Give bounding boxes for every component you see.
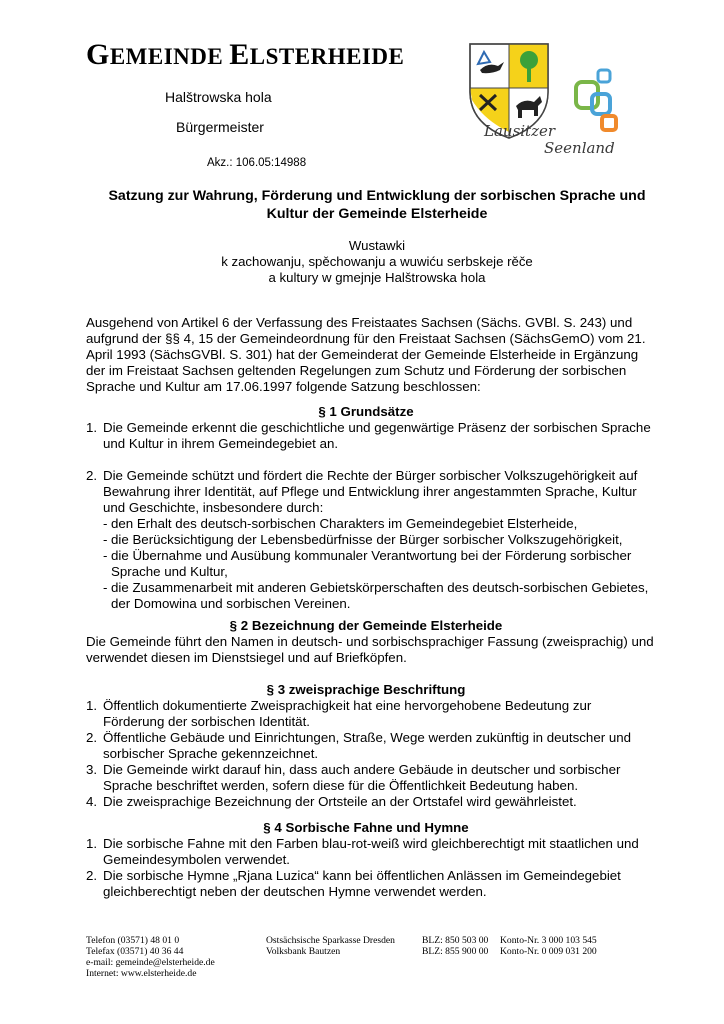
item-number: 4. [86, 794, 98, 809]
list-item [86, 868, 656, 900]
item-number: 1. [86, 420, 98, 435]
item-number: 1. [86, 698, 98, 713]
bullet-item: - den Erhalt des deutsch-sorbischen Charakters im Gemeindegebiet Elsterheide, [103, 516, 578, 531]
logo-wordmark-line2: Seenland [544, 139, 615, 157]
item-text: Die Gemeinde erkennt die geschichtliche und gegenwärtige Präsenz der sorbischen Sprache und Kultur in ihrem Gemeindegebiet an. [103, 420, 651, 451]
subtitle-role: Bürgermeister [176, 119, 264, 135]
footer-bank: Ostsächsische Sparkasse Dresden [266, 935, 395, 946]
footer-web: Internet: www.elsterheide.de [86, 968, 197, 979]
item-number: 2. [86, 730, 98, 745]
sorbian-title-line: Wustawki [348, 238, 406, 253]
item-text: Die Gemeinde wirkt darauf hin, dass auch andere Gebäude in deutscher und sorbischer Sprache beschriftet werden, sofern diese für die Öffentlichkeit Bedeutung haben. [103, 762, 621, 793]
section-text: Die Gemeinde führt den Namen in deutsch- und sorbischsprachiger Fassung (zweisprachig) und verwendet diesen im Dienstsiegel und auf Briefköpfen. [86, 634, 654, 665]
section-title: § 2 Bezeichnung der Gemeinde Elsterheide [229, 618, 503, 633]
item-number: 1. [86, 836, 98, 851]
item-number: 2. [86, 868, 98, 883]
item-text: Die Gemeinde schützt und fördert die Rechte der Bürger sorbischer Volkszugehörigkeit auf Bewahrung ihrer Identität, auf Pflege und Entwicklung ihrer angestammten Sprache, Kultur und Geschichte, insbesondere durch: [103, 468, 638, 515]
list-item [86, 698, 656, 730]
section-1 [86, 404, 656, 612]
item-text: Die zweisprachige Bezeichnung der Ortsteile an der Ortstafel wird gewährleistet. [103, 794, 577, 809]
reference-number: Akz.: 106.05:14988 [207, 157, 307, 169]
section-title: § 4 Sorbische Fahne und Hymne [263, 820, 469, 835]
item-text: Öffentliche Gebäude und Einrichtungen, Straße, Wege werden zukünftig in deutscher und sorbischer Sprache gekennzeichnet. [103, 730, 632, 761]
section-title: § 3 zweisprachige Beschriftung [266, 682, 466, 697]
footer-blz-value: BLZ: 855 900 00 [422, 946, 489, 957]
list-item [86, 762, 656, 794]
footer-bank: Volksbank Bautzen [266, 946, 341, 957]
bullet-text: die Zusammenarbeit mit anderen Gebietskörperschaften des deutsch-sorbischen Gebietes, der Domowina und sorbischen Vereinen. [111, 580, 649, 611]
footer-account: Konto-Nr. 0 009 031 200 [500, 946, 597, 957]
sorbian-title-line: a kultury w gmejnje Halštrowska hola [268, 270, 486, 285]
item-text: Die sorbische Fahne mit den Farben blau-rot-weiß wird gleichberechtigt mit staatlichen und Gemeindesymbolen verwendet. [103, 836, 639, 867]
footer-account: Konto-Nr. 3 000 103 545 [500, 935, 597, 946]
bullet-text: die Berücksichtigung der Lebensbedürfnisse der Bürger sorbischer Volkszugehörigkeit, [111, 532, 623, 547]
list-item [86, 730, 656, 762]
footer-fax: Telefax (03571) 40 36 44 [86, 946, 184, 957]
document-title: GEMEINDE ELSTERHEIDE [86, 38, 405, 71]
footer-email: e-mail: gemeinde@elsterheide.de [86, 957, 215, 968]
bullet-item: - die Berücksichtigung der Lebensbedürfnisse der Bürger sorbischer Volkszugehörigkeit, [103, 532, 623, 547]
item-text: Öffentlich dokumentierte Zweisprachigkeit hat eine hervorgehobene Bedeutung zur Förderung der sorbischen Identität. [103, 698, 592, 729]
list-item [86, 468, 656, 516]
list-item [86, 794, 656, 810]
item-number: 3. [86, 762, 98, 777]
statute-heading: Satzung zur Wahrung, Förderung und Entwicklung der sorbischen Sprache und Kultur der Gemeinde Elsterheide [108, 188, 646, 222]
subtitle-sorbian-name: Halštrowska hola [165, 89, 272, 105]
bullet-text: den Erhalt des deutsch-sorbischen Charakters im Gemeindegebiet Elsterheide, [111, 516, 578, 531]
coat-of-arms-icon [464, 40, 634, 158]
list-item [86, 836, 656, 868]
footer-contact [86, 935, 266, 979]
municipal-logo [464, 40, 634, 158]
bullet-text: die Übernahme und Ausübung kommunaler Verantwortung bei der Förderung sorbischer Sprache und Kultur, [111, 548, 632, 579]
item-number: 2. [86, 468, 98, 483]
footer-accounts [500, 935, 640, 957]
item-text: Die sorbische Hymne „Rjana Luzica“ kann bei öffentlichen Anlässen im Gemeindegebiet gleichberechtigt neben der deutschen Hymne verwendet werden. [103, 868, 621, 899]
section-2 [86, 618, 656, 666]
logo-wordmark-line1: Lausitzer [484, 122, 556, 140]
footer-phone: Telefon (03571) 48 01 0 [86, 935, 180, 946]
section-4 [86, 820, 656, 900]
sorbian-title [90, 238, 664, 286]
sorbian-title-line: k zachowanju, spěchowanju a wuwiću serbskeje rěče [221, 254, 533, 269]
footer-blz-value: BLZ: 850 503 00 [422, 935, 489, 946]
list-item [86, 420, 656, 452]
footer-banks [266, 935, 426, 957]
preamble-paragraph: Ausgehend von Artikel 6 der Verfassung des Freistaates Sachsen (Sächs. GVBl. S. 243) und aufgrund der §§ 4, 15 der Gemeindeordnung für den Freistaat Sachsen (SächsGemO) vom 21. April 1993 (SächsGVBl. S. 301) hat der Gemeinderat der Gemeinde Elsterheide in Ergänzung der im Freistaat Sachsen geltenden Regelungen zum Schutz und Förderung der sorbischen Sprache und Kultur am 17.06.1997 folgende Satzung beschlossen: [86, 315, 646, 394]
section-title: § 1 Grundsätze [318, 404, 414, 419]
bullet-item: - die Zusammenarbeit mit anderen Gebietskörperschaften des deutsch-sorbischen Gebietes, der Domowina und sorbischen Vereinen. [103, 580, 649, 611]
section-3 [86, 682, 656, 810]
footer-blz [422, 935, 502, 957]
bullet-item: - die Übernahme und Ausübung kommunaler Verantwortung bei der Förderung sorbischer Sprache und Kultur, [103, 548, 632, 579]
